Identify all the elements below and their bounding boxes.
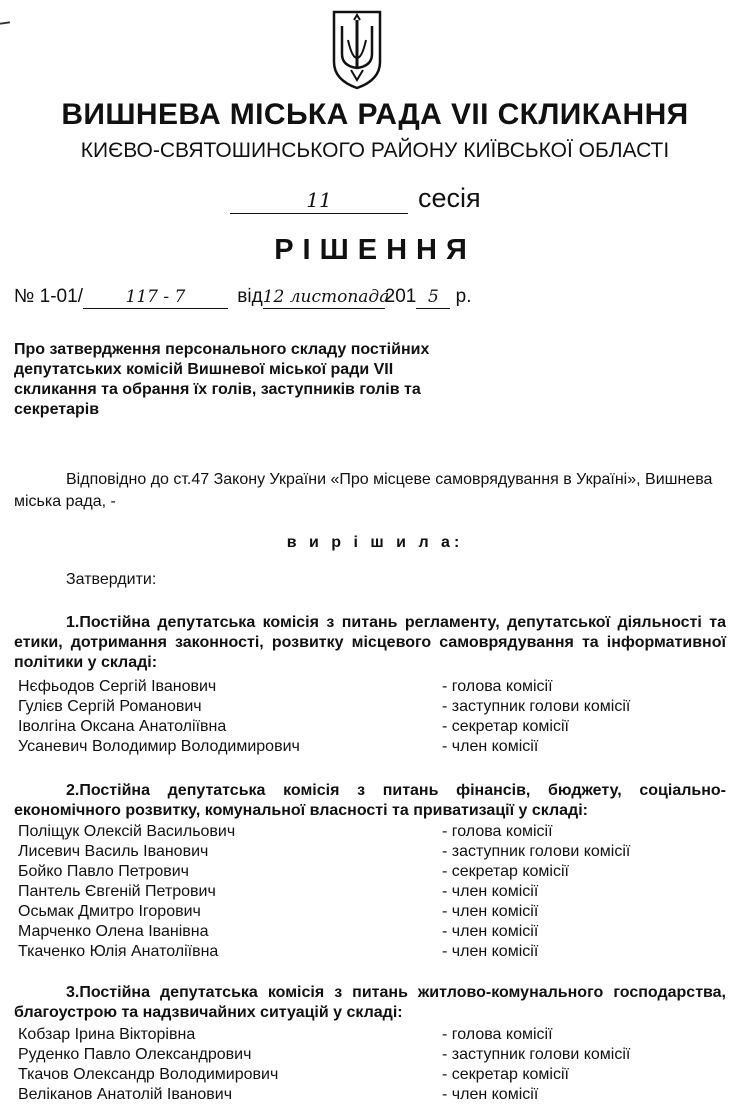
decision-subject: Про затвердження персонального складу постійних депутатських комісій Вишневої міської ради VII скликання та обрання їх голів, заступників голів та секретарів [14,341,430,418]
committee-1-member [14,677,726,697]
member-role: - заступник голови комісії [442,698,631,715]
committee-3-heading: 3.Постійна депутатська комісія з питань житлово-комунального господарства, благоустрою та надзвичайних ситуацій у складі: [14,984,726,1021]
member-name: Ткаченко Юлія Анатоліївна [18,943,219,960]
member-role: - голова комісії [442,823,553,840]
committee-2-member [14,842,726,862]
decision-number-handwritten: 117 - 7 [83,286,228,309]
member-role: - заступник голови комісії [442,843,631,860]
decision-number-prefix: № 1-01/ [14,286,83,307]
committee-2-heading: 2.Постійна депутатська комісія з питань фінансів, бюджету, соціально-економічного розвитку, комунальної власності та приватизації у складі: [14,782,726,819]
session-label: сесія [418,183,481,213]
member-role: - голова комісії [442,678,553,695]
committee-3-member [14,1065,726,1085]
member-role: - член комісії [442,903,539,920]
member-role: - член комісії [442,738,539,755]
committee-2-member [14,862,726,882]
trident-emblem-icon [332,10,382,90]
committee-1-heading: 1.Постійна депутатська комісія з питань регламенту, депутатської діяльності та етики, дотримання законності, розвитку місцевого самоврядування та інформативної політики у складі: [14,614,726,671]
council-title: ВИШНЕВА МІСЬКА РАДА VII СКЛИКАННЯ [61,98,689,131]
date-prefix: від [237,286,263,307]
member-name: Лисевич Василь Іванович [18,843,209,860]
date-handwritten: 12 листопада [262,287,390,307]
committee-2-member [14,902,726,922]
member-name: Веліканов Анатолій Іванович [18,1086,233,1103]
decision-title: РІШЕННЯ [274,234,476,266]
year-suffix: р. [455,286,472,307]
member-name: Кобзар Ірина Вікторівна [18,1026,196,1043]
preamble: Відповідно до ст.47 Закону України «Про місцеве самоврядування в Україні», Вишнева міська рада, - [14,471,713,510]
member-role: - член комісії [442,943,539,960]
member-role: - голова комісії [442,1026,553,1043]
committee-3-member [14,1025,726,1045]
committee-2-member [14,922,726,942]
member-role: - член комісії [442,1086,539,1103]
committee-1-member [14,697,726,717]
member-role: - член комісії [442,923,539,940]
year-handwritten: 5 [416,286,450,309]
member-role: - заступник голови комісії [442,1046,631,1063]
committee-2-member [14,882,726,902]
session-line [230,183,481,214]
decision-number-line [14,286,472,309]
member-name: Гулієв Сергій Романович [18,698,202,715]
committee-2-member [14,822,726,842]
session-number: 11 [230,187,408,214]
committee-2-member [14,942,726,962]
member-name: Усаневич Володимир Володимирович [18,738,300,755]
committee-1-member [14,717,726,737]
member-role: - секретар комісії [442,863,569,880]
member-role: - секретар комісії [442,718,569,735]
member-role: - секретар комісії [442,1066,569,1083]
member-name: Руденко Павло Олександрович [18,1046,252,1063]
member-name: Іволгіна Оксана Анатоліївна [18,718,227,735]
member-name: Марченко Олена Іванівна [18,923,209,940]
committee-1-member [14,737,726,757]
member-name: Нєфьодов Сергій Іванович [18,678,217,695]
member-role: - член комісії [442,883,539,900]
scan-mark [0,21,10,24]
member-name: Бойко Павло Петрович [18,863,190,880]
resolved-label: в и р і ш и л а: [286,534,464,551]
member-name: Осьмак Дмитро Ігорович [18,903,201,920]
year-prefix: 201 [384,286,417,307]
council-subtitle: КИЄВО-СВЯТОШИНСЬКОГО РАЙОНУ КИЇВСЬКОЇ ОБЛАСТІ [80,139,670,162]
committee-3-member [14,1085,726,1105]
member-name: Поліщук Олексій Васильович [18,823,236,840]
approve-label: Затвердити: [66,571,157,588]
member-name: Ткачов Олександр Володимирович [18,1066,279,1083]
committee-3-member [14,1045,726,1065]
member-name: Пантель Євгеній Петрович [18,883,216,900]
